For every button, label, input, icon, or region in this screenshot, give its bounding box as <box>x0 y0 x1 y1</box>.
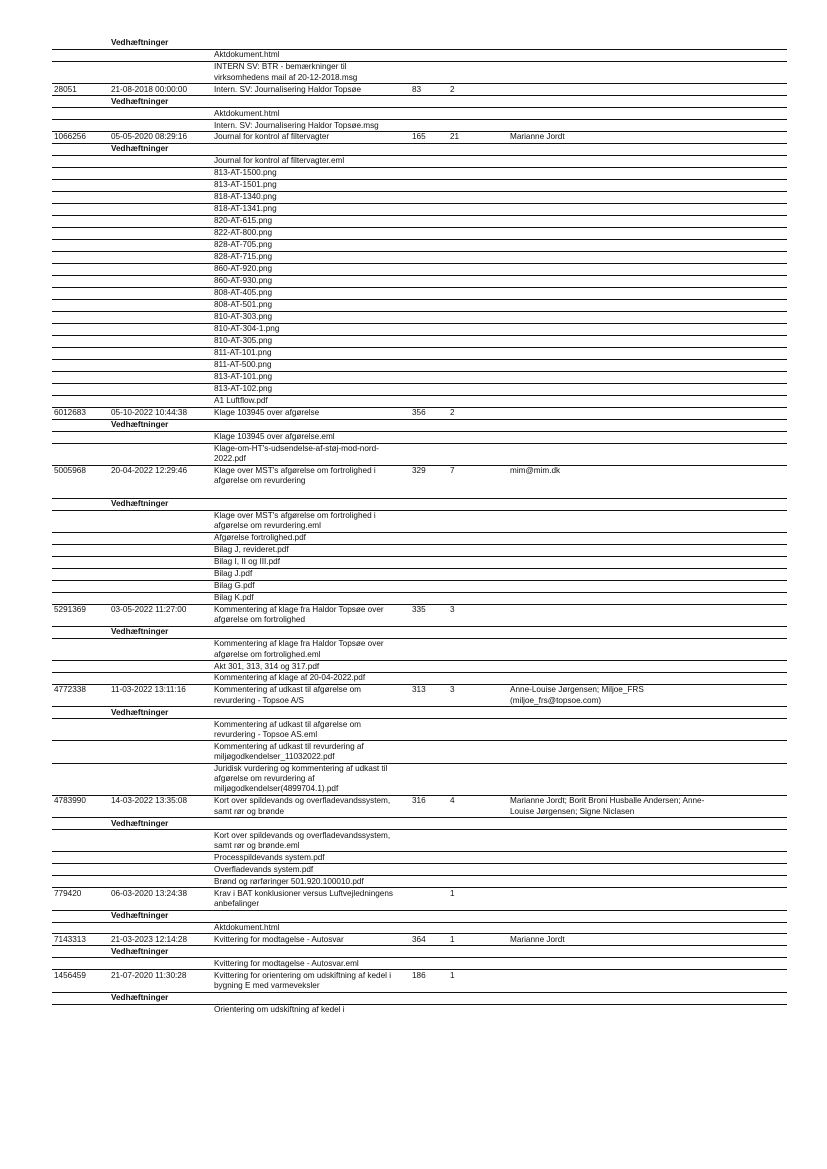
attachment-name: Processpildevands system.pdf <box>214 852 325 862</box>
document-row <box>52 685 787 707</box>
doc-id: 779420 <box>54 888 82 898</box>
attachments-header: Vedhæftninger <box>111 818 169 828</box>
attachment-name: 813-AT-1500.png <box>214 168 277 178</box>
attachment-row <box>52 348 787 360</box>
attachment-name: Kvittering for modtagelse - Autosvar.eml <box>214 958 359 968</box>
attachment-name: Aktdokument.html <box>214 108 280 118</box>
doc-pages: 313 <box>412 685 426 695</box>
attachment-name: INTERN SV: BTR - bemærkninger til virksomhedens mail af 20-12-2018.msg <box>214 62 358 82</box>
attachment-name: Afgørelse fortrolighed.pdf <box>214 533 306 543</box>
attachment-row <box>52 581 787 593</box>
attachments-header: Vedhæftninger <box>111 96 169 106</box>
attachment-name: Aktdokument.html <box>214 922 280 932</box>
attachment-row <box>52 923 787 935</box>
attachment-name: Bilag I, II og III.pdf <box>214 557 280 567</box>
attachment-row <box>52 204 787 216</box>
attachments-header: Vedhæftninger <box>111 499 169 509</box>
attachment-name: Brønd og rørføringer 501.920.100010.pdf <box>214 876 364 886</box>
attachment-name: Bilag G.pdf <box>214 581 255 591</box>
doc-id: 4783990 <box>54 796 86 806</box>
doc-title: Journal for kontrol af filtervagter <box>214 132 330 142</box>
doc-attachment-count: 2 <box>450 84 455 94</box>
doc-date: 21-08-2018 00:00:00 <box>111 84 188 94</box>
attachment-row <box>52 432 787 444</box>
attachment-name: Klage 103945 over afgørelse.eml <box>214 432 335 442</box>
attachment-row <box>52 569 787 581</box>
attachment-row <box>52 533 787 545</box>
attachment-name: 818-AT-1340.png <box>214 192 277 202</box>
doc-id: 5291369 <box>54 605 86 615</box>
attachment-name: Kommentering af klage fra Haldor Topsøe over afgørelse om fortrolighed.eml <box>214 639 384 659</box>
doc-sender: Anne-Louise Jørgensen; Miljoe_FRS (miljoe_frs@topsoe.com) <box>510 685 644 705</box>
attachment-row <box>52 312 787 324</box>
doc-attachment-count: 7 <box>450 466 455 476</box>
document-row <box>52 796 787 818</box>
attachments-header-row <box>52 707 787 719</box>
attachments-header-row <box>52 946 787 958</box>
attachment-row <box>52 252 787 264</box>
attachment-row <box>52 444 787 466</box>
attachment-name: 860-AT-930.png <box>214 276 273 286</box>
attachment-row <box>52 741 787 763</box>
document-row <box>52 970 787 992</box>
attachment-name: Overfladevands system.pdf <box>214 864 314 874</box>
attachment-name: Bilag K.pdf <box>214 593 254 603</box>
doc-pages: 165 <box>412 132 426 142</box>
attachment-name: 818-AT-1341.png <box>214 204 277 214</box>
doc-pages: 186 <box>412 970 426 980</box>
doc-date: 20-04-2022 12:29:46 <box>111 466 188 476</box>
attachment-row <box>52 120 787 132</box>
attachment-name: 860-AT-920.png <box>214 264 273 274</box>
attachment-name: 810-AT-305.png <box>214 336 273 346</box>
attachment-row <box>52 276 787 288</box>
doc-pages: 83 <box>412 84 422 94</box>
doc-date: 21-07-2020 11:30:28 <box>111 970 187 980</box>
doc-id: 28051 <box>54 84 77 94</box>
doc-pages: 364 <box>412 934 426 944</box>
doc-attachment-count: 21 <box>450 132 460 142</box>
attachments-header-row <box>52 911 787 923</box>
attachment-row <box>52 108 787 120</box>
attachments-header: Vedhæftninger <box>111 707 169 717</box>
attachment-name: Bilag J.pdf <box>214 569 253 579</box>
attachment-name: 813-AT-101.png <box>214 372 273 382</box>
attachments-header-row <box>52 144 787 156</box>
attachment-row <box>52 228 787 240</box>
doc-title: Klage over MST's afgørelse om fortrolighed i afgørelse om revurdering <box>214 466 376 486</box>
attachment-row <box>52 593 787 605</box>
attachment-row <box>52 396 787 408</box>
attachment-name: 822-AT-800.png <box>214 228 273 238</box>
doc-pages: 335 <box>412 605 426 615</box>
doc-title: Kommentering af klage fra Haldor Topsøe over afgørelse om fortrolighed <box>214 605 384 625</box>
attachments-header: Vedhæftninger <box>111 144 169 154</box>
attachments-header: Vedhæftninger <box>111 993 169 1003</box>
attachment-row <box>52 324 787 336</box>
attachments-header-row <box>52 818 787 830</box>
doc-attachment-count: 1 <box>450 888 455 898</box>
attachment-name: 828-AT-715.png <box>214 252 273 262</box>
attachment-name: Klage-om-HT's-udsendelse-af-støj-mod-nord-2022.pdf <box>214 444 379 464</box>
attachment-name: 811-AT-101.png <box>214 348 272 358</box>
doc-date: 21-03-2023 12:14:28 <box>111 934 188 944</box>
attachment-row <box>52 958 787 970</box>
document-row <box>52 466 787 499</box>
doc-title: Klage 103945 over afgørelse <box>214 408 320 418</box>
attachment-row <box>52 764 787 796</box>
attachment-row <box>52 192 787 204</box>
attachments-header-row <box>52 420 787 432</box>
attachments-header-row <box>52 993 787 1005</box>
doc-id: 4772338 <box>54 685 86 695</box>
attachment-row <box>52 661 787 673</box>
attachment-name: Bilag J, revideret.pdf <box>214 545 289 555</box>
doc-id: 1456459 <box>54 970 86 980</box>
doc-title: Kvittering for modtagelse - Autosvar <box>214 934 344 944</box>
attachment-row <box>52 830 787 852</box>
doc-sender: Marianne Jordt <box>510 934 565 944</box>
attachment-row <box>52 300 787 312</box>
doc-date: 05-10-2022 10:44:38 <box>111 408 188 418</box>
attachment-name: 828-AT-705.png <box>214 240 273 250</box>
attachment-name: Journal for kontrol af filtervagter.eml <box>214 156 345 166</box>
doc-title: Kommentering af udkast til afgørelse om revurdering - Topsoe A/S <box>214 685 361 705</box>
document-row <box>52 888 787 910</box>
doc-attachment-count: 1 <box>450 934 455 944</box>
attachment-name: 813-AT-102.png <box>214 384 273 394</box>
doc-sender: Marianne Jordt; Borit Broni Husballe Andersen; Anne-Louise Jørgensen; Signe Niclasen <box>510 796 705 816</box>
attachment-name: Kort over spildevands og overfladevandssystem, samt rør og brønde.eml <box>214 830 391 850</box>
doc-attachment-count: 4 <box>450 796 455 806</box>
attachment-row <box>52 1005 787 1016</box>
attachments-header: Vedhæftninger <box>111 946 169 956</box>
attachment-row <box>52 336 787 348</box>
attachments-header-row <box>52 38 787 50</box>
attachment-row <box>52 673 787 685</box>
doc-id: 1066256 <box>54 132 86 142</box>
attachment-name: Kommentering af klage af 20-04-2022.pdf <box>214 673 366 683</box>
attachment-row <box>52 360 787 372</box>
attachment-row <box>52 62 787 84</box>
doc-title: Kvittering for orientering om udskiftning af kedel i bygning E med varmeveksler <box>214 970 392 991</box>
doc-title: Krav i BAT konklusioner versus Luftvejledningens anbefalinger <box>214 888 394 908</box>
attachments-header-row <box>52 499 787 511</box>
attachments-header: Vedhæftninger <box>111 420 169 430</box>
attachment-row <box>52 639 787 661</box>
attachment-name: Juridisk vurdering og kommentering af udkast til afgørelse om revurdering af miljøgodkendelser(4899704.1).pdf <box>214 764 388 794</box>
doc-sender: mim@mim.dk <box>510 466 561 476</box>
attachments-header: Vedhæftninger <box>111 38 169 48</box>
doc-attachment-count: 2 <box>450 408 455 418</box>
attachment-row <box>52 852 787 864</box>
attachment-name: 813-AT-1501.png <box>214 180 277 190</box>
doc-id: 5005968 <box>54 466 86 476</box>
attachment-name: Orientering om udskiftning af kedel i <box>214 1005 345 1014</box>
doc-date: 11-03-2022 13:11:16 <box>111 685 186 695</box>
attachment-row <box>52 240 787 252</box>
doc-date: 06-03-2020 13:24:38 <box>111 888 188 898</box>
attachment-row <box>52 216 787 228</box>
attachment-name: Intern. SV: Journalisering Haldor Topsøe.msg <box>214 120 379 130</box>
attachment-row <box>52 180 787 192</box>
doc-attachment-count: 1 <box>450 970 455 980</box>
doc-pages: 316 <box>412 796 426 806</box>
attachment-name: A1 Luftflow.pdf <box>214 396 268 406</box>
doc-date: 03-05-2022 11:27:00 <box>111 605 187 615</box>
document-row <box>52 132 787 144</box>
doc-id: 7143313 <box>54 934 86 944</box>
attachment-name: 808-AT-501.png <box>214 300 273 310</box>
doc-attachment-count: 3 <box>450 685 455 695</box>
attachments-header: Vedhæftninger <box>111 627 169 637</box>
attachment-name: 808-AT-405.png <box>214 288 273 298</box>
attachment-row <box>52 372 787 384</box>
attachment-row <box>52 719 787 741</box>
attachment-row <box>52 511 787 533</box>
attachment-row <box>52 264 787 276</box>
doc-pages: 329 <box>412 466 426 476</box>
attachment-name: 810-AT-304-1.png <box>214 324 280 334</box>
doc-title: Kort over spildevands og overfladevandssystem, samt rør og brønde <box>214 796 391 816</box>
attachment-row <box>52 50 787 62</box>
document-row <box>52 84 787 96</box>
attachments-header: Vedhæftninger <box>111 910 169 920</box>
attachment-name: Aktdokument.html <box>214 50 280 60</box>
doc-id: 6012683 <box>54 408 86 418</box>
attachment-name: Kommentering af udkast til afgørelse om revurdering - Topsoe AS.eml <box>214 719 361 739</box>
document-row <box>52 605 787 627</box>
attachment-row <box>52 864 787 876</box>
doc-sender: Marianne Jordt <box>510 132 565 142</box>
document-row <box>52 408 787 420</box>
attachment-name: 810-AT-303.png <box>214 312 273 322</box>
attachment-name: Akt 301, 313, 314 og 317.pdf <box>214 661 320 671</box>
attachment-row <box>52 156 787 168</box>
attachment-name: Klage over MST's afgørelse om fortrolighed i afgørelse om revurdering.eml <box>214 511 376 531</box>
attachment-row <box>52 384 787 396</box>
attachment-row <box>52 288 787 300</box>
doc-date: 05-05-2020 08:29:16 <box>111 132 188 142</box>
attachment-row <box>52 168 787 180</box>
attachment-name: 811-AT-500.png <box>214 360 272 370</box>
doc-date: 14-03-2022 13:35:08 <box>111 796 188 806</box>
attachment-row <box>52 876 787 888</box>
document-row <box>52 934 787 946</box>
attachments-header-row <box>52 96 787 108</box>
doc-title: Intern. SV: Journalisering Haldor Topsøe <box>214 84 361 94</box>
doc-attachment-count: 3 <box>450 605 455 615</box>
attachment-name: 820-AT-615.png <box>214 216 273 226</box>
attachments-header-row <box>52 627 787 639</box>
attachment-row <box>52 545 787 557</box>
attachment-row <box>52 557 787 569</box>
document-table <box>52 38 787 1016</box>
doc-pages: 356 <box>412 408 426 418</box>
attachment-name: Kommentering af udkast til revurdering af miljøgodkendelser_11032022.pdf <box>214 741 364 762</box>
